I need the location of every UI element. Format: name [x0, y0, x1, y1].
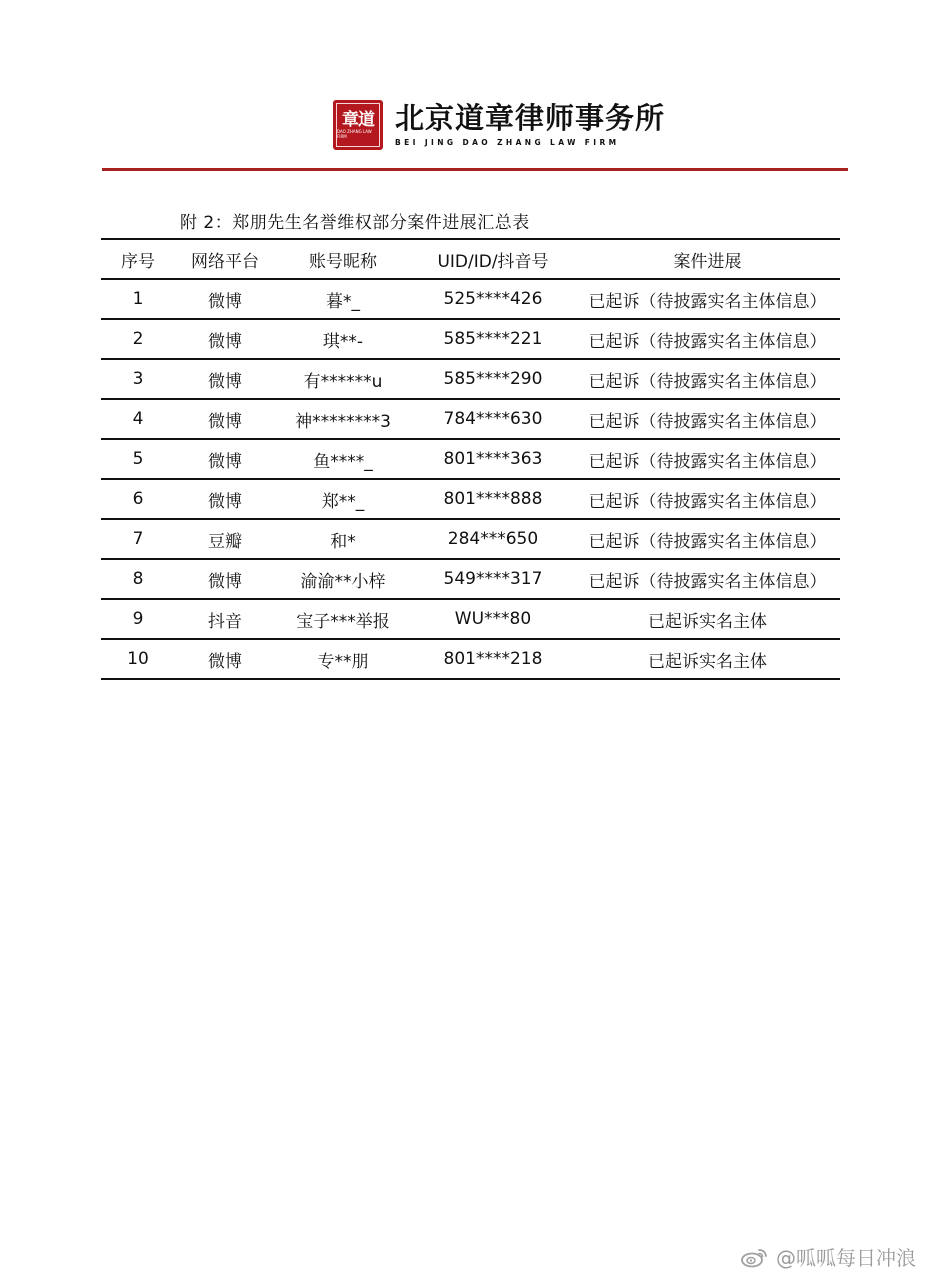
cell-uid: 549****317 [411, 559, 575, 599]
letterhead [333, 97, 665, 153]
cell-nickname: 渝渝**小梓 [275, 559, 411, 599]
header-uid: UID/ID/抖音号 [411, 239, 575, 279]
watermark-text: @呱呱每日冲浪 [776, 1246, 916, 1270]
cell-no: 7 [101, 519, 175, 559]
cell-nickname: 和* [275, 519, 411, 559]
cell-uid: WU***80 [411, 599, 575, 639]
table-row [101, 319, 840, 359]
cell-progress: 已起诉实名主体 [575, 639, 840, 679]
cell-progress: 已起诉（待披露实名主体信息） [575, 399, 840, 439]
cell-progress: 已起诉（待披露实名主体信息） [575, 279, 840, 319]
cell-no: 1 [101, 279, 175, 319]
cell-platform: 微博 [175, 399, 275, 439]
weibo-watermark [740, 1242, 916, 1271]
weibo-icon [740, 1246, 770, 1268]
firm-seal-logo [333, 100, 383, 150]
header-progress: 案件进展 [575, 239, 840, 279]
cell-uid: 801****888 [411, 479, 575, 519]
cell-uid: 585****221 [411, 319, 575, 359]
cell-nickname: 郑**_ [275, 479, 411, 519]
cell-uid: 801****363 [411, 439, 575, 479]
cell-uid: 284***650 [411, 519, 575, 559]
cell-progress: 已起诉（待披露实名主体信息） [575, 519, 840, 559]
table-header-row [101, 239, 840, 279]
firm-name-cn: 北京道章律师事务所 [395, 101, 666, 135]
table-row [101, 439, 840, 479]
cell-progress: 已起诉（待披露实名主体信息） [575, 439, 840, 479]
cell-no: 9 [101, 599, 175, 639]
cell-platform: 豆瓣 [175, 519, 275, 559]
cell-platform: 微博 [175, 359, 275, 399]
cell-progress: 已起诉（待披露实名主体信息） [575, 479, 840, 519]
seal-small-text: DAO ZHANG LAW FIRM [337, 129, 372, 139]
letterhead-divider [102, 168, 848, 171]
cell-platform: 微博 [175, 279, 275, 319]
cell-platform: 微博 [175, 479, 275, 519]
table-row [101, 519, 840, 559]
cell-platform: 微博 [175, 559, 275, 599]
table-row [101, 359, 840, 399]
cell-no: 3 [101, 359, 175, 399]
cell-no: 4 [101, 399, 175, 439]
cell-platform: 微博 [175, 639, 275, 679]
cell-no: 5 [101, 439, 175, 479]
cell-nickname: 鱼****_ [275, 439, 411, 479]
cell-no: 2 [101, 319, 175, 359]
cell-progress: 已起诉（待披露实名主体信息） [575, 319, 840, 359]
cell-nickname: 神********3 [275, 399, 411, 439]
seal-text: 章道 [342, 110, 374, 130]
cell-uid: 784****630 [411, 399, 575, 439]
header-nickname: 账号昵称 [275, 239, 411, 279]
firm-names [395, 101, 665, 149]
cell-uid: 585****290 [411, 359, 575, 399]
cell-platform: 微博 [175, 319, 275, 359]
cell-uid: 525****426 [411, 279, 575, 319]
cell-platform: 微博 [175, 439, 275, 479]
header-no: 序号 [101, 239, 175, 279]
cell-progress: 已起诉实名主体 [575, 599, 840, 639]
table-row [101, 399, 840, 439]
header-platform: 网络平台 [175, 239, 275, 279]
table-row [101, 479, 840, 519]
cell-nickname: 暮*_ [275, 279, 411, 319]
cell-nickname: 有******u [275, 359, 411, 399]
cell-no: 8 [101, 559, 175, 599]
table-row [101, 279, 840, 319]
cell-nickname: 琪**- [275, 319, 411, 359]
document-title: 附 2：郑朋先生名誉维权部分案件进展汇总表 [180, 213, 530, 233]
table-row [101, 599, 840, 639]
cell-no: 6 [101, 479, 175, 519]
cell-progress: 已起诉（待披露实名主体信息） [575, 559, 840, 599]
cell-uid: 801****218 [411, 639, 575, 679]
cell-nickname: 宝子***举报 [275, 599, 411, 639]
cell-no: 10 [101, 639, 175, 679]
table-row [101, 639, 840, 679]
firm-name-en: BEI JING DAO ZHANG LAW FIRM [395, 138, 620, 147]
cell-progress: 已起诉（待披露实名主体信息） [575, 359, 840, 399]
cell-nickname: 专**朋 [275, 639, 411, 679]
table-row [101, 559, 840, 599]
cell-platform: 抖音 [175, 599, 275, 639]
case-summary-table [101, 238, 840, 680]
